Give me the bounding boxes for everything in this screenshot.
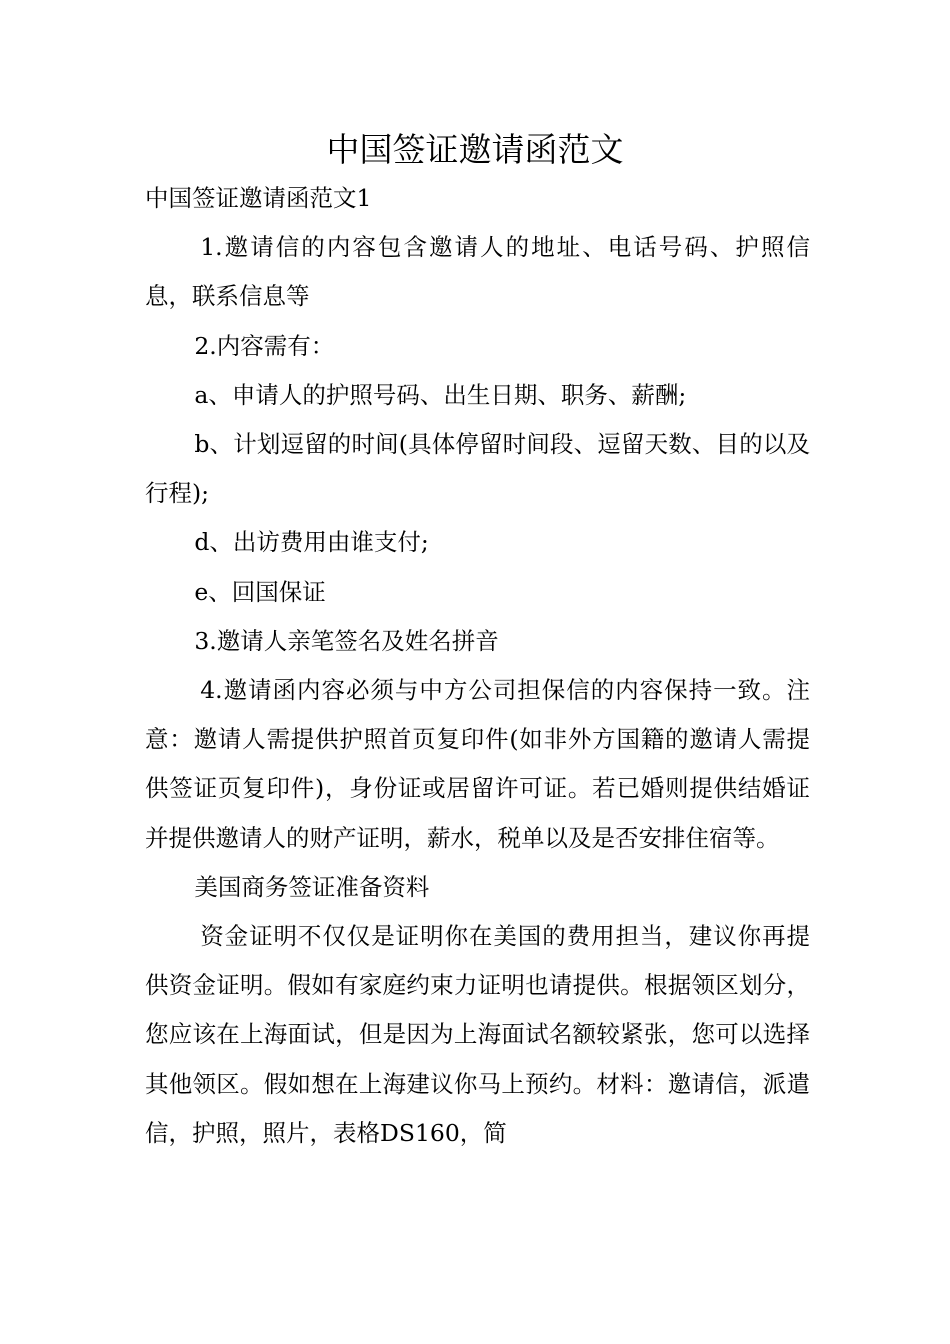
paragraph-item-3: 3.邀请人亲笔签名及姓名拼音	[194, 626, 499, 655]
paragraph-item-e: e、回国保证	[194, 577, 326, 606]
section-heading: 中国签证邀请函范文1	[145, 184, 372, 212]
paragraph-item-1: 1.邀请信的内容包含邀请人的地址、电话号码、护照信息，联系信息等	[145, 233, 810, 311]
paragraph-materials: 资金证明不仅仅是证明你在美国的费用担当，建议你再提供资金证明。假如有家庭约束力证明也请提供。根据领区划分，您应该在上海面试，但是因为上海面试名额较紧张，您可以选择其他领区。假如想在上海建议你马上预约。材料：邀请信，派遣信，护照，照片，表格DS160，简	[145, 922, 810, 1147]
subsection-heading: 美国商务签证准备资料	[194, 872, 430, 901]
paragraph-item-d: d、出访费用由谁支付;	[194, 528, 429, 557]
paragraph-item-4: 4.邀请函内容必须与中方公司担保信的内容保持一致。注意：邀请人需提供护照首页复印件(如非外方国籍的邀请人需提供签证页复印件)，身份证或居留许可证。若已婚则提供结婚证并提供邀请人的财产证明，薪水，税单以及是否安排住宿等。	[145, 676, 810, 852]
paragraph-item-b: b、计划逗留的时间(具体停留时间段、逗留天数、目的以及行程);	[145, 430, 810, 508]
document-body	[145, 174, 810, 1158]
paragraph-item-a: a、申请人的护照号码、出生日期、职务、薪酬;	[194, 380, 687, 409]
document-title: 中国签证邀请函范文	[326, 130, 624, 169]
paragraph-item-2: 2.内容需有：	[194, 331, 335, 360]
